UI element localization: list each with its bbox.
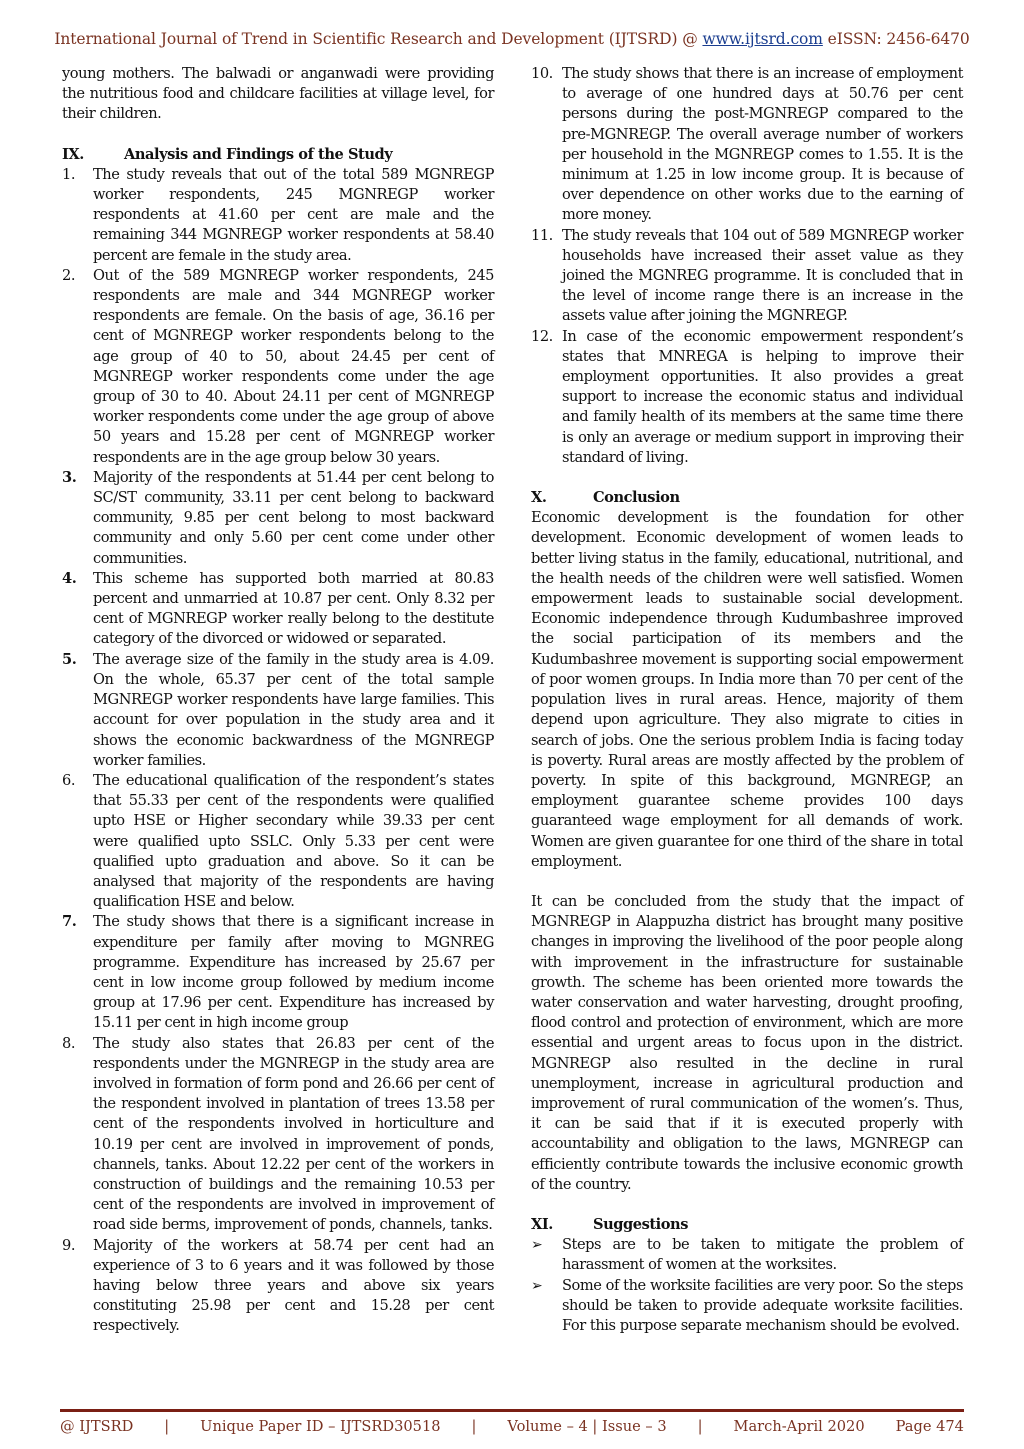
suggestion-text: Steps are to be taken to mitigate the problem of harassment of women at the worksites. (562, 1236, 963, 1274)
list-text: The study shows that there is an increase of employment to average of one hundred days at 50.76 per cent persons during the post-MGNREGP compared to the pre-MGNREGP. The overall average number of workers per household in the MGNREGP comes to 1.55. It is the minimum at 1.25 in low income group. It is because of over dependence on other works due to the earning of more money. (562, 65, 963, 224)
list-item (62, 912, 494, 1033)
section-title: Suggestions (593, 1215, 688, 1233)
list-number: 11. (531, 226, 553, 244)
list-text: The educational qualification of the respondent’s states that 55.33 per cent of the respondents were qualified upto HSE or Higher secondary while 39.33 per cent were qualified upto SSLC. Only 5.33 per cent were qualified upto graduation and above. So it can be analysed that majority of the respondents are having qualification HSE and below. (93, 771, 494, 911)
list-item (62, 650, 494, 771)
list-item (62, 266, 494, 468)
list-item (62, 468, 494, 569)
running-footer (60, 1418, 964, 1435)
list-item (62, 569, 494, 650)
arrow-bullet-icon: ➢ (531, 1277, 543, 1294)
left-column (62, 64, 494, 1337)
footer-divider (60, 1409, 964, 1412)
list-number: 10. (531, 65, 553, 82)
list-item (62, 771, 494, 912)
right-column (531, 64, 963, 1336)
list-text: In case of the economic empowerment respondent’s states that MNREGA is helping to improve their employment opportunities. It also provides a great support to increase the economic status and individual and family health of its members at the same time there is only an average or medium support in improving their standard of living. (562, 327, 963, 466)
list-number: 5. (62, 650, 77, 668)
footer-separator: | (697, 1418, 703, 1435)
list-text: This scheme has supported both married at 80.83 percent and unmarried at 10.87 per cent. Only 8.32 per cent of MGNREGP worker really belong to the destitute category of the divorced or widowed or separated. (93, 569, 494, 648)
section-number: XI. (531, 1215, 553, 1233)
suggestion-item (531, 1276, 963, 1337)
list-item (62, 1034, 494, 1236)
section-number: IX. (62, 145, 84, 163)
list-text: The study shows that there is a significant increase in expenditure per family after moving to MGNREG programme. Expenditure has increased by 25.67 per cent in low income group followed by medium income group at 17.96 per cent. Expenditure has increased by 15.11 per cent in high income group (93, 913, 494, 1032)
section-title: Analysis and Findings of the Study (124, 145, 393, 163)
intro-paragraph: young mothers. The balwadi or anganwadi were providing the nutritious food and childcare facilities at village level, for their children. (62, 65, 494, 123)
list-item (531, 327, 963, 468)
list-number: 9. (62, 1236, 76, 1254)
footer-paper-id: Unique Paper ID – IJTSRD30518 (200, 1418, 441, 1435)
list-number: 12. (531, 327, 553, 345)
header-issn: eISSN: 2456-6470 (822, 30, 970, 48)
list-item (531, 64, 963, 226)
footer-page-number: Page 474 (895, 1418, 964, 1435)
list-text: The average size of the family in the study area is 4.09. On the whole, 65.37 per cent of the total sample MGNREGP worker respondents have large families. This account for over population in the study area and it shows the economic backwardness of the MGNREGP worker families. (93, 650, 494, 769)
running-header (0, 30, 1024, 48)
list-text: The study also states that 26.83 per cent of the respondents under the MGNREGP in the study area are involved in formation of form pond and 26.66 per cent of the respondent involved in plantation of trees 13.58 per cent of the respondents involved in horticulture and 10.19 per cent are involved in improvement of ponds, channels, tanks. About 12.22 per cent of the workers in construction of buildings and the remaining 10.53 per cent of the respondents are involved in improvement of road side berms, improvement of ponds, channels, tanks. (93, 1034, 494, 1234)
list-number: 6. (62, 771, 76, 789)
list-item (62, 165, 494, 266)
section-heading-conclusion (531, 488, 963, 508)
list-number: 1. (62, 165, 76, 183)
footer-separator: | (471, 1418, 477, 1435)
list-text: Out of the 589 MGNREGP worker respondents, 245 respondents are male and 344 MGNREGP worker respondents are female. On the basis of age, 36.16 per cent of MGNREGP worker respondents belong to the age group of 40 to 50, about 24.45 per cent of MGNREGP worker respondents come under the age group of 30 to 40. About 24.11 per cent of MGNREGP worker respondents come under the age group of above 50 years and 15.28 per cent of MGNREGP worker respondents are in the age group below 30 years. (93, 266, 494, 466)
header-journal-name: International Journal of Trend in Scientific Research and Development (IJTSRD) @ (54, 30, 703, 48)
arrow-bullet-icon: ➢ (531, 1237, 543, 1254)
list-text: Majority of the workers at 58.74 per cent had an experience of 3 to 6 years and it was followed by those having below three years and above six years constituting 25.98 per cent and 15.28 per cent respectively. (93, 1236, 494, 1335)
section-title: Conclusion (593, 489, 680, 507)
section-number: X. (531, 489, 547, 507)
conclusion-paragraph-2: It can be concluded from the study that the impact of MGNREGP in Alappuzha district has brought many positive changes in improving the livelihood of the poor people along with improvement in the infrastructure for sustainable growth. The scheme has been oriented more towards the water conservation and water harvesting, drought proofing, flood control and protection of environment, which are more essential and urgent areas to focus upon in the district. MGNREGP also resulted in the decline in rural unemployment, increase in agricultural production and improvement of rural communication of the women’s. Thus, it can be said that if it is executed properly with accountability and obligation to the laws, MGNREGP can efficiently contribute towards the inclusive economic growth of the country. (531, 892, 963, 1193)
section-heading-suggestions (531, 1215, 963, 1235)
list-item (531, 226, 963, 327)
list-number: 3. (62, 468, 77, 486)
list-text: The study reveals that 104 out of 589 MGNREGP worker households have increased their asset value as they joined the MGNREG programme. It is concluded that in the level of income range there is an increase in the assets value after joining the MGNREGP. (562, 226, 963, 325)
suggestion-text: Some of the worksite facilities are very poor. So the steps should be taken to provide adequate worksite facilities. For this purpose separate mechanism should be evolved. (562, 1276, 963, 1334)
suggestion-item (531, 1235, 963, 1275)
footer-date: March-April 2020 (733, 1418, 865, 1435)
list-number: 8. (62, 1034, 76, 1052)
list-number: 7. (62, 913, 77, 931)
list-text: Majority of the respondents at 51.44 per cent belong to SC/ST community, 33.11 per cent belong to backward community, 9.85 per cent belong to most backward community and only 5.60 per cent come under other communities. (93, 468, 494, 567)
list-number: 4. (62, 569, 77, 587)
footer-journal: @ IJTSRD (60, 1418, 134, 1435)
footer-volume-issue: Volume – 4 | Issue – 3 (507, 1418, 667, 1435)
conclusion-paragraph-1: Economic development is the foundation for other development. Economic development of women leads to better living status in the family, educational, nutritional, and the health needs of the children were well satisfied. Women empowerment leads to sustainable social development. Economic independence through Kudumbashree improved the social participation of its members and the Kudumbashree movement is supporting social empowerment of poor women groups. In India more than 70 per cent of the population lives in rural areas. Hence, majority of them depend upon agriculture. They also migrate to cities in search of jobs. One the serious problem India is facing today is poverty. Rural areas are mostly affected by the problem of poverty. In spite of this background, MGNREGP, an employment guarantee scheme provides 100 days guaranteed wage employment for all demands of work. Women are given guarantee for one third of the share in total employment. (531, 509, 963, 870)
list-number: 2. (62, 266, 76, 284)
section-heading-analysis (62, 145, 494, 165)
list-item (62, 1236, 494, 1337)
header-url-link[interactable]: www.ijtsrd.com (702, 30, 823, 48)
footer-separator: | (164, 1418, 170, 1435)
list-text: The study reveals that out of the total 589 MGNREGP worker respondents, 245 MGNREGP worker respondents at 41.60 per cent are male and the remaining 344 MGNREGP worker respondents at 58.40 percent are female in the study area. (93, 165, 494, 264)
